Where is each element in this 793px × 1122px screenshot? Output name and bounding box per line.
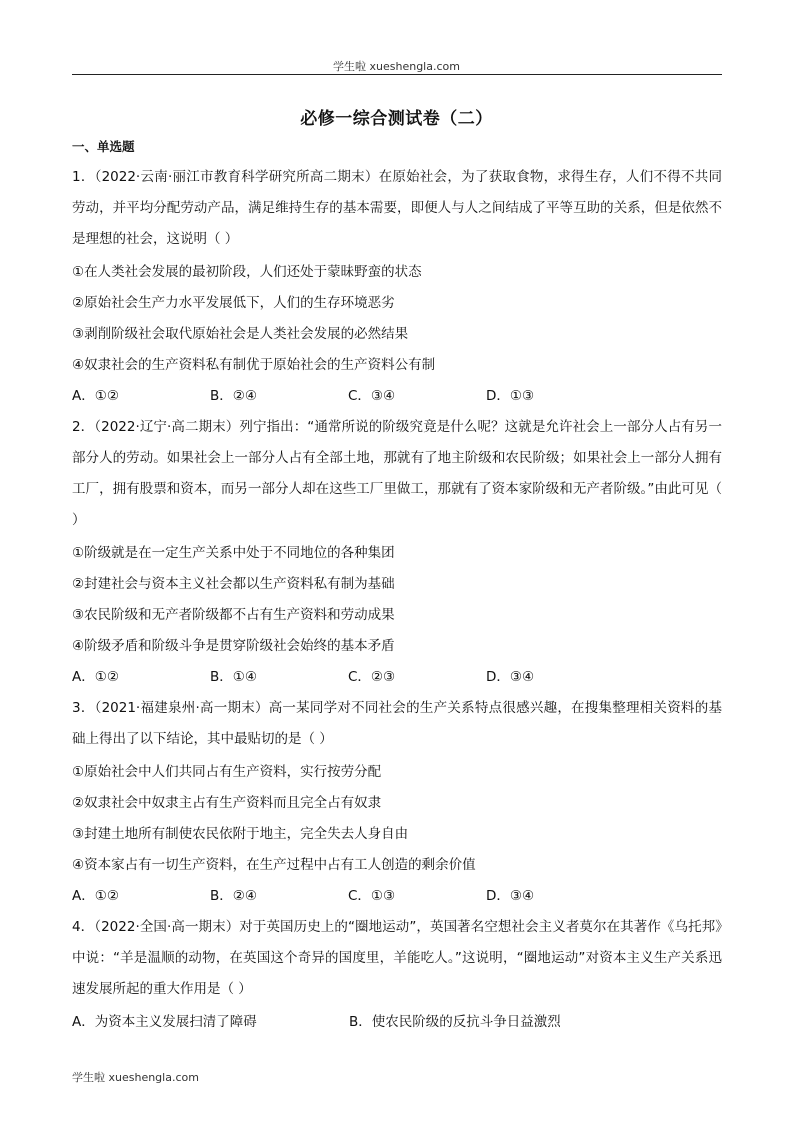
page-footer: 学生啦 xueshengla.com: [72, 1071, 199, 1084]
statement: ③农民阶级和无产者阶级都不占有生产资料和劳动成果: [72, 607, 395, 623]
question-3: [72, 693, 722, 912]
option-d: D．③④: [486, 669, 535, 685]
option-a: A．为资本主义发展扫清了障碍: [72, 1014, 257, 1030]
page-header: 学生啦 xueshengla.com: [333, 60, 460, 73]
section-heading: 一、单选题: [72, 139, 135, 154]
statement: ①原始社会中人们共同占有生产资料，实行按劳分配: [72, 764, 382, 780]
option-b: B．使农民阶级的反抗斗争日益激烈: [349, 1014, 561, 1030]
option-d: D．③④: [486, 888, 535, 904]
answer-options: [72, 881, 722, 912]
statement: ②原始社会生产力水平发展低下，人们的生存环境恶劣: [72, 295, 395, 311]
option-b: B．②④: [210, 388, 257, 404]
question-text: 1．（2022·云南·丽江市教育科学研究所高二期末）在原始社会，为了获取食物，求得生存，人们不得不共同劳动，并平均分配劳动产品，满足维持生存的基本需要，即便人与人之间结成了平等互助的关系，但是依然不是理想的社会，这说明（ ）: [72, 169, 722, 247]
answer-options: [72, 662, 722, 693]
answer-options: [72, 381, 722, 412]
option-c: C．③④: [348, 388, 396, 404]
option-b: B．②④: [210, 888, 257, 904]
statement: ④资本家占有一切生产资料，在生产过程中占有工人创造的剩余价值: [72, 857, 476, 873]
option-a: A．①②: [72, 669, 119, 685]
statement: ①在人类社会发展的最初阶段，人们还处于蒙昧野蛮的状态: [72, 264, 422, 280]
question-2: [72, 412, 722, 693]
question-text: 3．（2021·福建泉州·高一期末）高一某同学对不同社会的生产关系特点很感兴趣，在搜集整理相关资料的基础上得出了以下结论，其中最贴切的是（ ）: [72, 700, 722, 747]
page-title: 必修一综合测试卷（二）: [300, 109, 493, 129]
statement: ④阶级矛盾和阶级斗争是贯穿阶级社会始终的基本矛盾: [72, 638, 395, 654]
question-text: 4．（2022·全国·高一期末）对于英国历史上的“圈地运动”，英国著名空想社会主义者莫尔在其著作《乌托邦》中说：“羊是温顺的动物，在英国这个奇异的国度里，羊能吃人。”这说明，“圈地运动”对资本主义生产关系迅速发展所起的重大作用是（ ）: [72, 919, 722, 997]
option-c: C．①③: [348, 888, 396, 904]
question-text: 2．（2022·辽宁·高二期末）列宁指出：“通常所说的阶级究竟是什么呢？这就是允许社会上一部分人占有另一部分人的劳动。如果社会上一部分人占有全部土地，那就有了地主阶级和农民阶级；如果社会上一部分人拥有工厂，拥有股票和资本，而另一部分人却在这些工厂里做工，那就有了资本家阶级和无产者阶级。”由此可见（ ）: [72, 419, 722, 528]
option-c: C．②③: [348, 669, 396, 685]
question-1: [72, 162, 722, 412]
answer-options: [72, 1007, 722, 1038]
header-divider: [72, 74, 722, 75]
statement: ④奴隶社会的生产资料私有制优于原始社会的生产资料公有制: [72, 357, 436, 373]
statement: ③封建土地所有制使农民依附于地主，完全失去人身自由: [72, 826, 409, 842]
statement: ③剥削阶级社会取代原始社会是人类社会发展的必然结果: [72, 326, 409, 342]
option-b: B．①④: [210, 669, 257, 685]
option-a: A．①②: [72, 888, 119, 904]
option-a: A．①②: [72, 388, 119, 404]
question-4: [72, 912, 722, 1038]
statement: ②奴隶社会中奴隶主占有生产资料而且完全占有奴隶: [72, 795, 382, 811]
option-d: D．①③: [486, 388, 535, 404]
statement: ①阶级就是在一定生产关系中处于不同地位的各种集团: [72, 545, 395, 561]
statement: ②封建社会与资本主义社会都以生产资料私有制为基础: [72, 576, 395, 592]
exam-content: [72, 138, 722, 1038]
